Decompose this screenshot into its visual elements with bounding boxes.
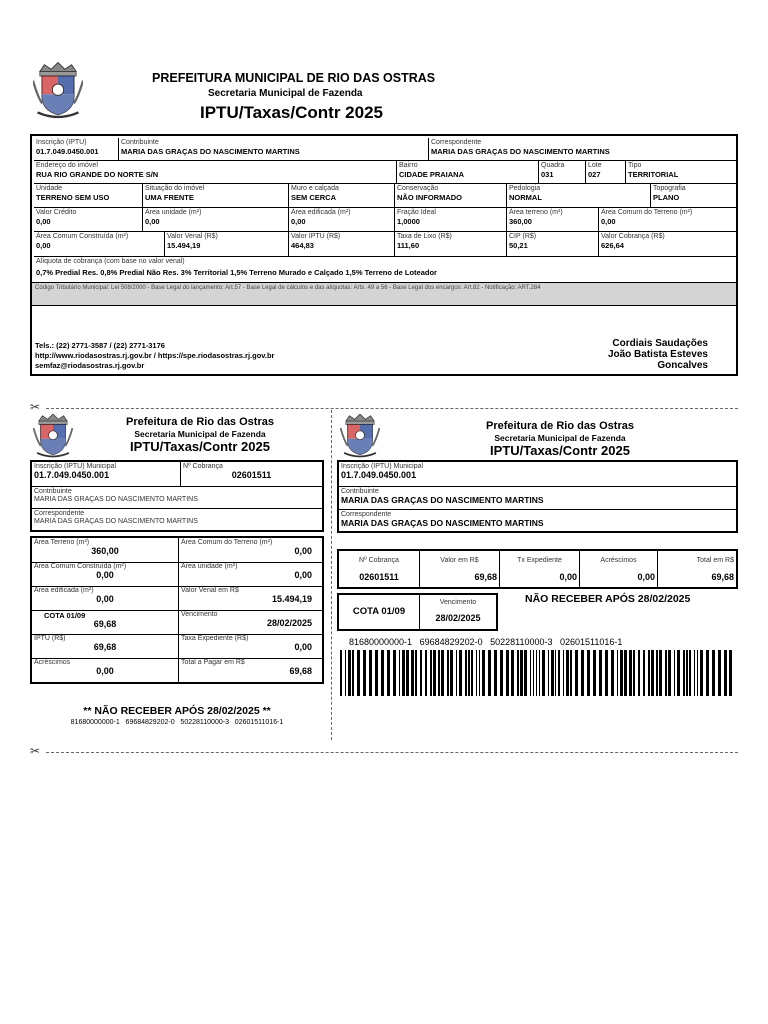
valor-credito-value: 0,00 [36,217,51,226]
valor-cobranca-label: Valor Cobrança (R$) [601,233,665,240]
taxa-lixo-cell [394,231,506,256]
stub-vencimento-value: 28/02/2025 [266,618,312,628]
unidade-value: TERRENO SEM USO [36,193,110,202]
barcode-bar [520,650,523,696]
stub-warning: ** NÃO RECEBER APÓS 28/02/2025 ** [83,705,271,717]
barcode-bar [558,650,560,696]
fracao-value: 1,0000 [397,217,420,226]
slip-valor-cell [419,551,499,587]
slip-acrescimos-value: 0,00 [637,572,655,582]
stub-cobranca-label: Nº Cobrança [183,463,223,470]
barcode-bar [668,650,671,696]
slip-title: Prefeitura de Rio das Ostras [486,420,634,432]
barcode-bar [438,650,440,696]
slip-cobranca-cell [339,551,419,587]
barcode-bar [533,650,534,696]
scissors-icon: ✂ [30,744,41,758]
contribuinte-cell [118,138,428,160]
aliquota-cell [34,256,736,282]
stub-area-comum-terreno-label: Área Comum do Terreno (m²) [181,539,273,546]
slip-vencimento-cell [419,595,496,629]
barcode-bar [530,650,531,696]
slip-inscricao-value: 01.7.049.0450.001 [341,470,417,480]
stub-area-edificada-label: Área edificada (m²) [34,587,94,594]
endereco-cell [34,160,396,183]
scissors-icon: ✂ [30,400,41,414]
barcode-bar [570,650,572,696]
area-edificada-value: 0,00 [291,217,306,226]
stub-area-comum-terreno-cell [179,538,322,562]
barcode-bar [447,650,449,696]
lote-label: Lote [588,162,602,169]
area-comum-terreno-cell [598,207,736,231]
barcode-bar [406,650,409,696]
barcode-bar [393,650,396,696]
barcode-bar [605,650,608,696]
slip-total-value: 69,68 [711,572,734,582]
stub-taxa-exp-cell [179,634,322,658]
conservacao-value: NÃO INFORMADO [397,193,462,202]
barcode-bar [387,650,390,696]
stub-correspondente-label: Correspondente [34,510,85,517]
barcode-bar [539,650,540,696]
signature-greeting: Cordiais Saudações [612,338,708,349]
barcode-bar [363,650,366,696]
slip-acrescimos-cell [579,551,657,587]
barcode-bar [500,650,503,696]
stub-total-value: 69,68 [289,666,312,676]
barcode-bar [430,650,432,696]
fracao-label: Fração Ideal [397,209,436,216]
unidade-cell [34,183,142,207]
muro-label: Muro e calçada [291,185,339,192]
bairro-value: CIDADE PRAIANA [399,170,465,179]
slip-tx-label: Tx Expediente [517,557,562,564]
stub-total-cell [179,658,322,682]
barcode-bar [369,650,372,696]
stub-taxa-exp-label: Taxa Expediente (R$) [181,635,249,642]
barcode-bar [425,650,427,696]
slip-valor-value: 69,68 [474,572,497,582]
stub-area-comum-construida-cell [32,562,178,586]
fracao-cell [394,207,506,231]
cip-cell [506,231,598,256]
stub-area-comum-construida-label: Área Comum Construída (m²) [34,563,127,570]
barcode-bar [352,650,354,696]
slip-correspondente-label: Correspondente [341,511,392,518]
stub-info-box [30,460,324,532]
stub-cota-label: COTA 01/09 [44,611,86,620]
stub-barcode-digits: 81680000000-1 69684829202-0 50228110000-3 02601511016-1 [70,719,284,726]
barcode-bar [724,650,727,696]
barcode-bar [411,650,414,696]
barcode-bar [536,650,537,696]
area-terreno-value: 360,00 [509,217,532,226]
taxa-lixo-label: Taxa de Lixo (R$) [397,233,452,240]
lote-value: 027 [588,170,601,179]
barcode-bar [340,650,342,696]
barcode-bar [665,650,667,696]
stub-acrescimos-cell [32,658,178,682]
area-unidade-value: 0,00 [145,217,160,226]
barcode-bar [517,650,519,696]
slip-doc-title: IPTU/Taxas/Contr 2025 [490,443,630,458]
cut-line-vertical [331,410,332,740]
stub-vencimento-label: Vencimento [181,611,218,618]
slip-cobranca-value: 02601511 [359,572,399,582]
valor-credito-cell [34,207,142,231]
slip-cota-label: COTA 01/09 [352,606,406,617]
tipo-cell [625,160,736,183]
slip-tx-value: 0,00 [559,572,577,582]
barcode [340,650,736,696]
barcode-bar [729,650,732,696]
pedologia-cell [506,183,650,207]
page-title: PREFEITURA MUNICIPAL DE RIO DAS OSTRAS [152,71,436,85]
conservacao-label: Conservação [397,185,439,192]
stub-area-unidade-label: Área unidade (m²) [181,563,238,570]
cip-value: 50,21 [509,241,528,250]
main-notice-box [30,134,738,376]
slip-contribuinte-value: MARIA DAS GRAÇAS DO NASCIMENTO MARTINS [341,495,544,505]
barcode-bar [599,650,602,696]
stub-subtitle: Secretaria Municipal de Fazenda [134,429,266,439]
tipo-value: TERRITORIAL [628,170,679,179]
barcode-bar [441,650,444,696]
legal-band [32,282,736,306]
barcode-bar [700,650,703,696]
area-terreno-cell [506,207,598,231]
correspondente-cell [428,138,736,160]
barcode-bar [450,650,453,696]
quadra-cell [538,160,585,183]
situacao-cell [142,183,288,207]
barcode-bar [697,650,698,696]
slip-info-box [337,460,738,533]
barcode-bar [381,650,384,696]
area-edificada-cell [288,207,394,231]
slip-cota-box [337,593,498,631]
aliquota-label: Alíquota de cobrança (com base no valor venal) [36,258,185,265]
barcode-bar [524,650,527,696]
area-terreno-label: Área terreno (m²) [509,209,563,216]
area-edificada-label: Área edificada (m²) [291,209,351,216]
barcode-bar [587,650,590,696]
muro-cell [288,183,394,207]
barcode-bar [563,650,564,696]
stub-inscricao-cell [32,462,180,486]
stub-iptu-cell [32,634,178,658]
muro-value: SEM CERCA [291,193,337,202]
slip-valor-label: Valor em R$ [440,557,479,564]
stub-correspondente-value: MARIA DAS GRAÇAS DO NASCIMENTO MARTINS [34,518,198,525]
barcode-bar [551,650,554,696]
unidade-label: Unidade [36,185,63,192]
inscricao-label: Inscrição (IPTU) [36,139,87,146]
area-unidade-cell [142,207,288,231]
stub-valor-venal-cell [179,586,322,610]
area-comum-construida-value: 0,00 [36,241,51,250]
pedologia-value: NORMAL [509,193,542,202]
barcode-bar [542,650,545,696]
barcode-bar [506,650,509,696]
barcode-bar [593,650,596,696]
stub-vencimento-cell [179,610,322,634]
barcode-bar [651,650,654,696]
slip-warning: NÃO RECEBER APÓS 28/02/2025 [525,593,691,605]
barcode-bar [686,650,688,696]
slip-subtitle: Secretaria Municipal de Fazenda [494,433,626,443]
stub-valor-venal-value: 15.494,19 [271,594,312,604]
slip-acrescimos-label: Acréscimos [600,557,637,564]
barcode-bar [638,650,640,696]
area-unidade-label: Área unidade (m²) [145,209,202,216]
barcode-bar [718,650,721,696]
area-comum-construida-label: Área Comum Construída (m²) [36,233,129,240]
endereco-label: Endereço do imóvel [36,162,98,169]
stub-area-unidade-value: 0,00 [294,570,312,580]
slip-total-cell [657,551,736,587]
barcode-bar [694,650,695,696]
barcode-bar [375,650,378,696]
valor-iptu-cell [288,231,394,256]
contact-web[interactable]: http://www.riodasostras.rj.gov.br / https://spe.riodasostras.rj.gov.br [35,351,275,360]
stub-area-edificada-cell [32,586,178,610]
barcode-bar [566,650,569,696]
barcode-bar [456,650,457,696]
valor-cobranca-cell [598,231,736,256]
barcode-bar [633,650,635,696]
area-comum-terreno-value: 0,00 [601,217,616,226]
barcode-bar [348,650,351,696]
coat-of-arms-icon [340,414,380,460]
area-comum-construida-cell [34,231,164,256]
inscricao-cell [34,138,118,160]
slip-values-box [337,549,738,589]
slip-vencimento-label: Vencimento [439,599,477,606]
barcode-bar [488,650,491,696]
barcode-bar [402,650,405,696]
signature-block [608,338,708,371]
stub-inscricao-label: Inscrição (IPTU) Municipal [34,463,117,470]
barcode-bar [479,650,480,696]
quadra-value: 031 [541,170,554,179]
correspondente-label: Correspondente [431,139,482,146]
stub-inscricao-value: 01.7.049.0450.001 [34,470,110,480]
valor-iptu-value: 464,83 [291,241,314,250]
barcode-bar [629,650,632,696]
barcode-bar [656,650,658,696]
barcode-bar [648,650,650,696]
taxa-lixo-value: 111,60 [397,241,420,250]
topografia-cell [650,183,736,207]
cut-line-top [46,408,738,409]
barcode-bar [468,650,470,696]
topografia-value: PLANO [653,193,680,202]
stub-total-label: Total a Pagar em R$ [181,659,245,666]
tipo-label: Tipo [628,162,642,169]
barcode-bar [420,650,422,696]
slip-inscricao-label: Inscrição (IPTU) Municipal [341,463,424,470]
barcode-bar [476,650,477,696]
stub-cota-cell [32,610,178,634]
valor-venal-cell [164,231,288,256]
coat-of-arms-icon [33,414,73,460]
stub-doc-title: IPTU/Taxas/Contr 2025 [130,439,270,454]
document-title: IPTU/Taxas/Contr 2025 [200,103,383,122]
valor-iptu-label: Valor IPTU (R$) [291,233,341,240]
barcode-bar [689,650,691,696]
barcode-bar [555,650,556,696]
stub-taxa-exp-value: 0,00 [294,642,312,652]
slip-vencimento-value: 28/02/2025 [435,613,481,623]
barcode-bar [683,650,685,696]
contact-email[interactable]: semfaz@riodasostras.rj.gov.br [35,361,145,370]
lote-cell [585,160,625,183]
situacao-value: UMA FRENTE [145,193,194,202]
stub-area-comum-construida-value: 0,00 [96,570,114,580]
valor-credito-label: Valor Crédito [36,209,77,216]
stub-area-terreno-value: 360,00 [91,546,119,556]
signature-name: João Batista Esteves [607,349,708,360]
slip-inscricao-cell [339,462,736,486]
barcode-bar [712,650,715,696]
barcode-bar [706,650,709,696]
valor-cobranca-value: 626,64 [601,241,624,250]
barcode-bar [345,650,346,696]
contribuinte-label: Contribuinte [121,139,159,146]
valor-venal-label: Valor Venal (R$) [167,233,218,240]
slip-cota-cell [339,595,419,629]
stub-area-terreno-label: Área Terreno (m²) [34,539,90,546]
bairro-cell [396,160,538,183]
inscricao-value: 01.7.049.0450.001 [36,147,99,156]
barcode-bar [581,650,584,696]
aliquota-value: 0,7% Predial Res. 0,8% Predial Não Res. 3% Territorial 1,5% Terreno Murado e Calçado 1,5% Terreno de Loteador [36,268,437,277]
quadra-label: Quadra [541,162,565,169]
slip-barcode-digits: 81680000000-1 69684829202-0 50228110000-3 02601511016-1 [349,637,623,647]
slip-total-label: Total em R$ [696,557,734,564]
contribuinte-value: MARIA DAS GRAÇAS DO NASCIMENTO MARTINS [121,147,300,156]
barcode-bar [494,650,497,696]
stub-correspondente-cell [32,508,322,530]
barcode-bar [465,650,467,696]
stub-cota-value: 69,68 [93,619,117,629]
cip-label: CIP (R$) [509,233,537,240]
stub-contribuinte-value: MARIA DAS GRAÇAS DO NASCIMENTO MARTINS [34,496,198,503]
stub-title: Prefeitura de Rio das Ostras [126,416,274,428]
stub-area-unidade-cell [179,562,322,586]
correspondente-value: MARIA DAS GRAÇAS DO NASCIMENTO MARTINS [431,147,610,156]
signature-surname: Goncalves [657,360,708,371]
cut-line-bottom [46,752,738,753]
slip-cobranca-label: Nº Cobrança [359,557,399,564]
stub-values-box [30,536,324,684]
stub-iptu-label: IPTU (R$) [34,635,66,642]
page-subtitle: Secretaria Municipal de Fazenda [208,88,363,99]
barcode-bar [624,650,627,696]
barcode-bar [399,650,400,696]
slip-contribuinte-cell [339,486,736,509]
stub-area-terreno-cell [32,538,178,562]
barcode-bar [357,650,360,696]
barcode-bar [674,650,675,696]
bairro-label: Bairro [399,162,418,169]
barcode-bar [471,650,473,696]
barcode-bar [620,650,623,696]
contact-phone: Tels.: (22) 2771-3587 / (22) 2771-3176 [35,341,165,350]
stub-acrescimos-label: Acréscimos [34,659,71,666]
barcode-bar [433,650,436,696]
barcode-bar [643,650,645,696]
barcode-bar [459,650,462,696]
barcode-bar [415,650,417,696]
barcode-bar [677,650,680,696]
barcode-bar [511,650,514,696]
barcode-bar [659,650,662,696]
coat-of-arms-icon [33,62,83,122]
stub-valor-venal-label: Valor Venal em R$ [181,587,239,594]
slip-correspondente-value: MARIA DAS GRAÇAS DO NASCIMENTO MARTINS [341,518,544,528]
pedologia-label: Pedologia [509,185,541,192]
stub-iptu-value: 69,68 [93,642,117,652]
stub-area-comum-terreno-value: 0,00 [294,546,312,556]
contact-block [35,341,274,371]
stub-contribuinte-label: Contribuinte [34,488,72,495]
barcode-bar [617,650,618,696]
stub-cobranca-value: 02601511 [231,470,272,480]
barcode-bar [482,650,485,696]
topografia-label: Topografia [653,185,686,192]
endereco-value: RUA RIO GRANDE DO NORTE S/N [36,170,159,179]
legal-text: Código Tributário Municipal: Lei 508/2000 - Base Legal do lançamento: Art.57 - Base Legal de cálculos e das alíquotas: Arts. 49 a 56 - Base Legal dos encargos: Art.82 - Notificação: ART.284 [35,285,541,291]
barcode-bar [611,650,614,696]
situacao-label: Situação do imóvel [145,185,205,192]
stub-acrescimos-value: 0,00 [96,666,114,676]
area-comum-terreno-label: Área Comum do Terreno (m²) [601,209,693,216]
barcode-bar [575,650,578,696]
valor-venal-value: 15.494,19 [167,241,201,250]
slip-correspondente-cell [339,509,736,531]
slip-tx-cell [499,551,579,587]
slip-contribuinte-label: Contribuinte [341,488,379,495]
barcode-bar [548,650,549,696]
conservacao-cell [394,183,506,207]
stub-contribuinte-cell [32,486,322,508]
stub-cobranca-cell [180,462,322,486]
stub-area-edificada-value: 0,00 [96,594,114,604]
